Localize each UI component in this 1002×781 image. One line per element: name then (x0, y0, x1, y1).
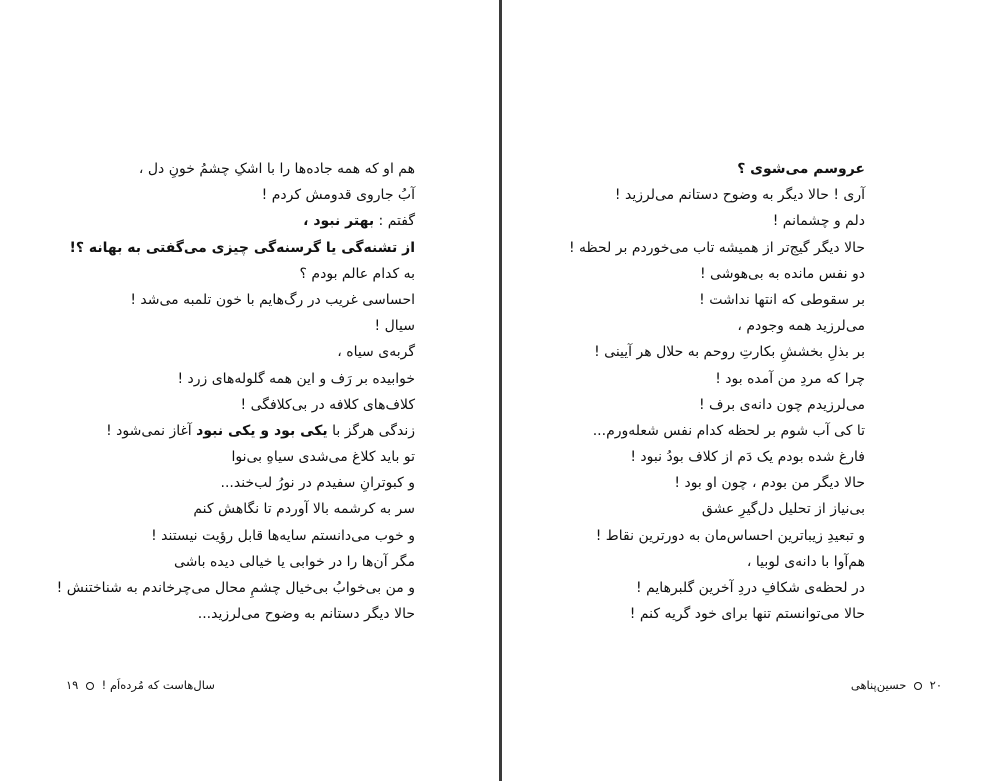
poem-line: بر سقوطی که انتها نداشت ! (699, 291, 865, 308)
poem-line: هم او که همه جاده‌ها را با اشکِ چشمُ خونِ دل ، (138, 161, 415, 177)
poem-line: بر بذلِ بخششِ بکارتِ روحم به حلال هر آیینی ! (594, 344, 865, 361)
poem-line: می‌لرزیدم چون دانه‌ی برف ! (698, 396, 865, 413)
poem-line: و کبوترانِ سفیدم در نورُ لب‌خند... (220, 475, 415, 492)
poem-line: زندگی هرگز با یکی بود و یکی نبود آغاز نمی‌شود ! (106, 422, 415, 439)
bold-phrase: از تشنه‌گی یا گرسنه‌گی چیزی می‌گفتی به بهانه ؟! (69, 239, 415, 256)
poem-line: می‌لرزید همه وجودم ، (737, 318, 865, 335)
poem-line: حالا دیگر دستانم به وضوح می‌لرزید... (197, 606, 415, 623)
poem-line: و من بی‌خوابُ بی‌خیال چشمِ محال می‌چرخاندم به شناختنش ! (56, 580, 415, 596)
poem-line: دلم و چشمانم ! (772, 213, 865, 230)
poem-line: و خوب می‌دانستم سایه‌ها قابل رؤیت نیستند ! (151, 527, 415, 544)
poem-line: و تبعیدِ زیباترین احساس‌مان به دورترین نقاط ! (595, 527, 865, 544)
poem-line: سر به کرشمه بالا آوردم تا نگاهش کنم (193, 501, 415, 518)
page-footer (851, 675, 942, 695)
running-title: سال‌هاست که مُرده‌اَم ! (101, 678, 215, 692)
poem-line: حالا دیگر من بودم ، چون او بود ! (674, 475, 865, 492)
page-number: ۲۰ (929, 678, 942, 692)
poem-line: حالا می‌توانستم تنها برای خود گریه کنم ! (629, 606, 865, 623)
poem-line: سیال ! (374, 318, 415, 335)
bold-phrase: بهتر نبود ، (303, 213, 375, 230)
running-author: حسین‌پناهی (850, 678, 907, 692)
poem-line (55, 235, 415, 261)
bold-phrase: عروسم می‌شوی ؟ (737, 161, 865, 177)
bold-phrase: یکی بود و یکی نبود (196, 422, 328, 439)
poem-line: هم‌آوا با دانه‌ی لوبیا ، (746, 553, 865, 570)
poem-line: مگر آن‌ها را در خوابی یا خیالی دیده باشی (174, 553, 415, 570)
poem-line: خوابیده بر رَف و این همه گلوله‌های زرد ! (177, 370, 415, 387)
poem-line: تا کی آب شوم بر لحظه کدام نفس شعله‌ورم... (592, 422, 865, 439)
poem-text (55, 156, 415, 627)
poem-line: بی‌نیاز از تحلیل دل‌گیرِ عشق (701, 501, 865, 518)
poem-line: گربه‌ی سیاه ، (337, 344, 415, 361)
poem-line: به کدام عالم بودم ؟ (299, 265, 415, 282)
poem-text (535, 156, 865, 627)
poem-line: فارغ شده بودم یک دَم از کلاف بودُ نبود ! (630, 449, 865, 466)
poem-line: دو نفس مانده به بی‌هوشی ! (699, 265, 865, 282)
poem-line: چرا که مردِ من آمده بود ! (715, 370, 865, 387)
poem-line: تو باید کلاغ می‌شدی سیاهِ بی‌نوا (231, 449, 415, 466)
poem-line: احساسی غریب در رگ‌هایم با خون تلمبه می‌شد ! (130, 291, 415, 308)
circle-separator-icon (86, 682, 94, 690)
poem-line (535, 156, 865, 182)
poem-line: آبُ جاروی قدومش کردم ! (261, 187, 415, 204)
circle-separator-icon (914, 682, 922, 690)
poem-line: آری ! حالا دیگر به وضوح دستانم می‌لرزید ! (614, 187, 865, 204)
poem-line: گفتم : بهتر نبود ، (303, 213, 415, 230)
page-footer (66, 675, 215, 695)
left-page (0, 0, 499, 781)
poem-line: حالا دیگر گیج‌تر از همیشه تاب می‌خوردم بر لحظه ! (568, 239, 865, 256)
right-page (502, 0, 1002, 781)
page-number: ۱۹ (66, 678, 79, 692)
poem-line: در لحظه‌ی شکافِ دردِ آخرین گلبرهایم ! (636, 580, 865, 596)
poem-line: کلاف‌های کلافه در بی‌کلافگی ! (240, 396, 415, 413)
